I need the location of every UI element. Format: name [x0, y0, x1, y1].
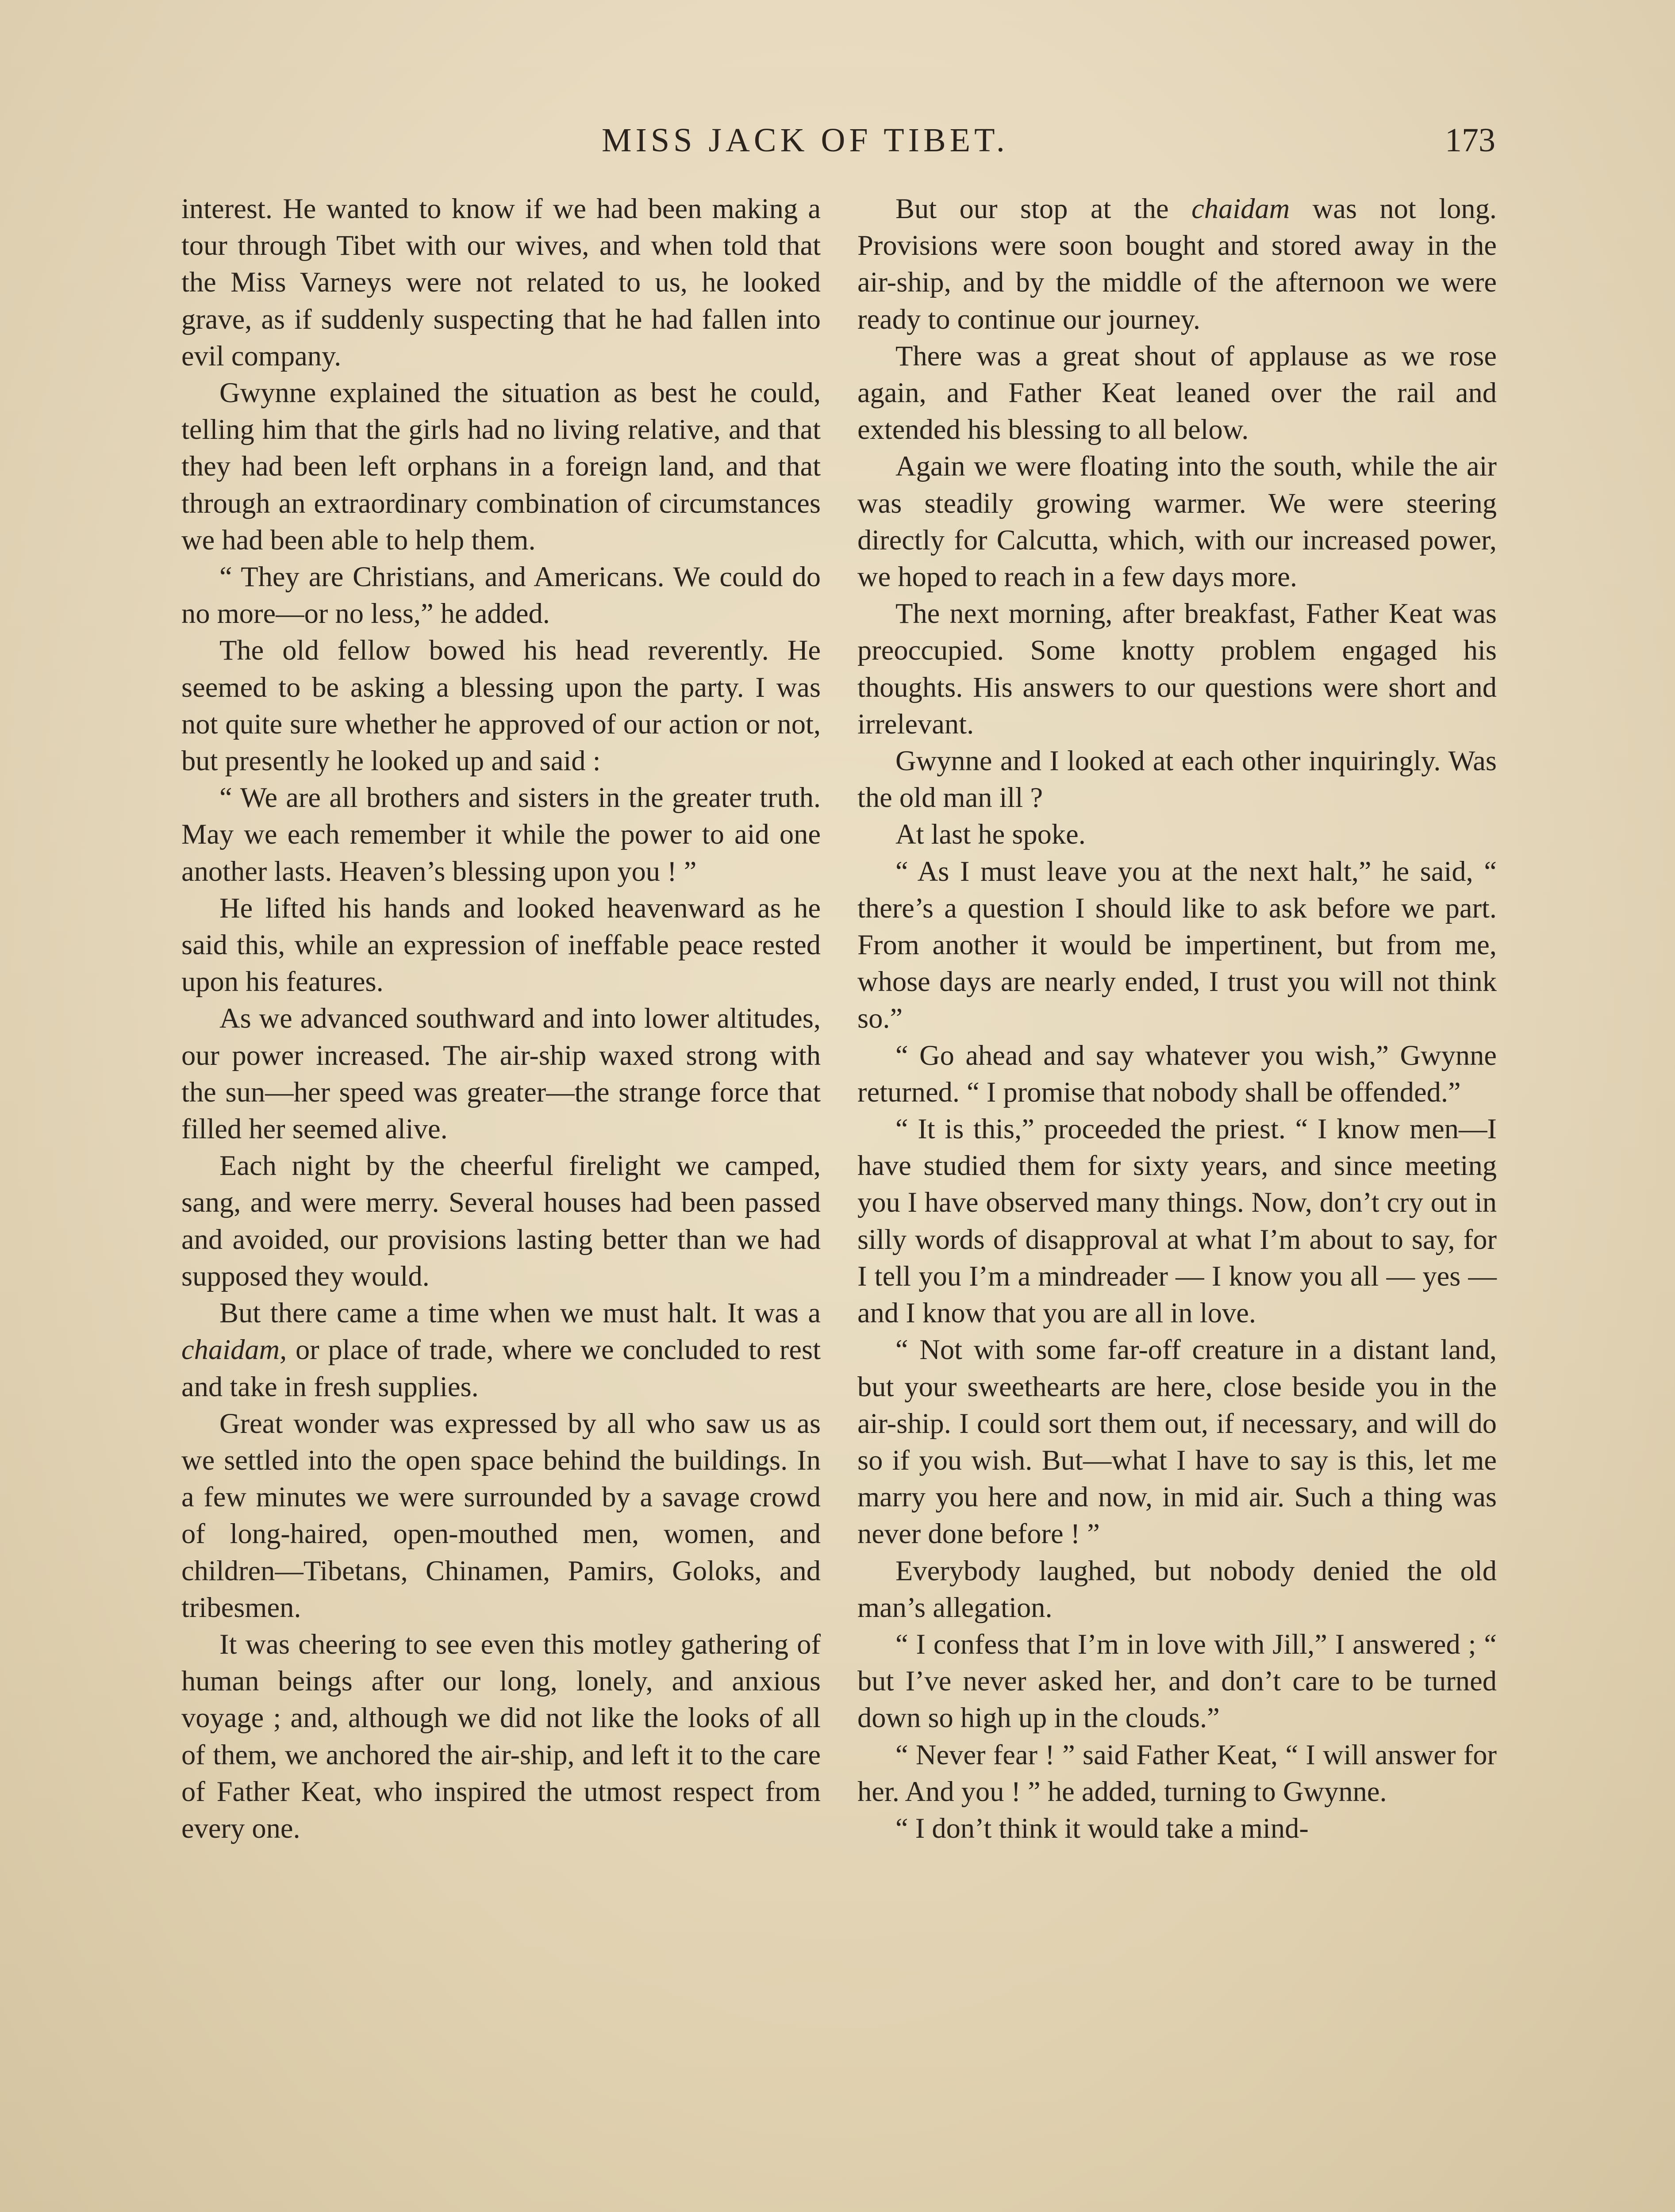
paragraph: “ They are Christians, and Americans. We could do no more—or no less,” he added.: [181, 561, 821, 630]
paragraph: “ I confess that I’m in love with Jill,” I answered ; “ but I’ve never asked her, and don’t care to be turned down so high up in the clouds.”: [857, 1628, 1497, 1734]
paragraph: Gwynne explained the situation as best he could, telling him that the girls had no living relative, and that they had been left orphans in a foreign land, and that through an extraordinary combination of circumstances we had been able to help them.: [181, 377, 821, 556]
paragraph: “ It is this,” proceeded the priest. “ I know men—I have studied them for sixty years, and since meeting you I have observed many things. Now, don’t cry out in silly words of disapproval at what I’m about to say, for I tell you I’m a mindreader — I know you all — yes — and I know that you are all in love.: [857, 1113, 1497, 1329]
paragraph: “ Not with some far-off creature in a distant land, but your sweethearts are here, close beside you in the air-ship. I could sort them out, if necessary, and will do so if you wish. But—what I have to say is this, let me marry you here and now, in mid air. Such a thing was never done before ! ”: [857, 1334, 1497, 1550]
text-run: But there came a time when we must halt. It was a: [219, 1297, 821, 1329]
paragraph: Gwynne and I looked at each other inquiringly. Was the old man ill ?: [857, 745, 1497, 814]
paragraph: “ As I must leave you at the next halt,” he said, “ there’s a question I should like to ask before we part. From another it would be impertinent, but from me, whose days are nearly ended, I trust you will not think so.”: [857, 855, 1497, 1034]
paragraph: [857, 190, 1497, 338]
text-run: was not long. Provisions were soon bought and stored away in the air-ship, and by the middle of the afternoon we were ready to continue our journey.: [857, 193, 1497, 335]
paragraph: Everybody laughed, but nobody denied the old man’s allegation.: [857, 1555, 1497, 1623]
running-head: [181, 116, 1495, 165]
paragraph: “ Go ahead and say whatever you wish,” Gwynne returned. “ I promise that nobody shall be offended.”: [857, 1039, 1497, 1108]
paragraph: It was cheering to see even this motley gathering of human beings after our long, lonely, and anxious voyage ; and, although we did not like the looks of all of them, we anchored the air-ship, and left it to the care of Father Keat, who inspired the utmost respect from every one.: [181, 1628, 821, 1844]
text-run: But our stop at the: [895, 193, 1192, 224]
paragraph: As we advanced southward and into lower altitudes, our power increased. The air-ship waxed strong with the sun—her speed was greater—the strange force that filled her seemed alive.: [181, 1002, 821, 1145]
paragraph: The old fellow bowed his head reverently. He seemed to be asking a blessing upon the party. I was not quite sure whether he approved of our action or not, but presently he looked up and said :: [181, 634, 821, 777]
paragraph: “ Never fear ! ” said Father Keat, “ I will answer for her. And you ! ” he added, turning to Gwynne.: [857, 1739, 1497, 1807]
paragraph: “ I don’t think it would take a mind-: [895, 1812, 1309, 1844]
paragraph: At last he spoke.: [895, 818, 1086, 850]
paragraph: Again we were floating into the south, while the air was steadily growing warmer. We were steering directly for Calcutta, which, with our increased power, we hoped to reach in a few days more.: [857, 450, 1497, 593]
text-run: or place of trade, where we concluded to rest and take in fresh supplies.: [181, 1334, 821, 1402]
page-number: 173: [1445, 122, 1495, 159]
right-column: [857, 190, 1497, 1847]
paragraph: Each night by the cheerful firelight we camped, sang, and were merry. Several houses had been passed and avoided, our provisions lasting better than we had supposed they would.: [181, 1150, 821, 1292]
paragraph: interest. He wanted to know if we had been making a tour through Tibet with our wives, and when told that the Miss Varneys were not related to us, he looked grave, as if suddenly suspecting that he had fallen into evil company.: [181, 193, 821, 372]
italic-term: chaidam,: [181, 1334, 287, 1366]
paragraph: “ We are all brothers and sisters in the greater truth. May we each remember it while the power to aid one another lasts. Heaven’s blessing upon you ! ”: [181, 782, 821, 887]
paragraph: The next morning, after breakfast, Father Keat was preoccupied. Some knotty problem engaged his thoughts. His answers to our questions were short and irrelevant.: [857, 598, 1497, 740]
left-column: [181, 190, 821, 1847]
paragraph: He lifted his hands and looked heavenward as he said this, while an expression of ineffable peace rested upon his features.: [181, 892, 821, 998]
italic-term: chaidam: [1191, 193, 1290, 224]
running-title: MISS JACK OF TIBET.: [602, 122, 1009, 159]
paragraph: Great wonder was expressed by all who saw us as we settled into the open space behind the buildings. In a few minutes we were surrounded by a savage crowd of long-haired, open-mouthed men, women, and children—Tibetans, Chinamen, Pamirs, Goloks, and tribesmen.: [181, 1407, 821, 1623]
paragraph: [181, 1294, 821, 1405]
paragraph: There was a great shout of applause as we rose again, and Father Keat leaned over the rail and extended his blessing to all below.: [857, 340, 1497, 445]
